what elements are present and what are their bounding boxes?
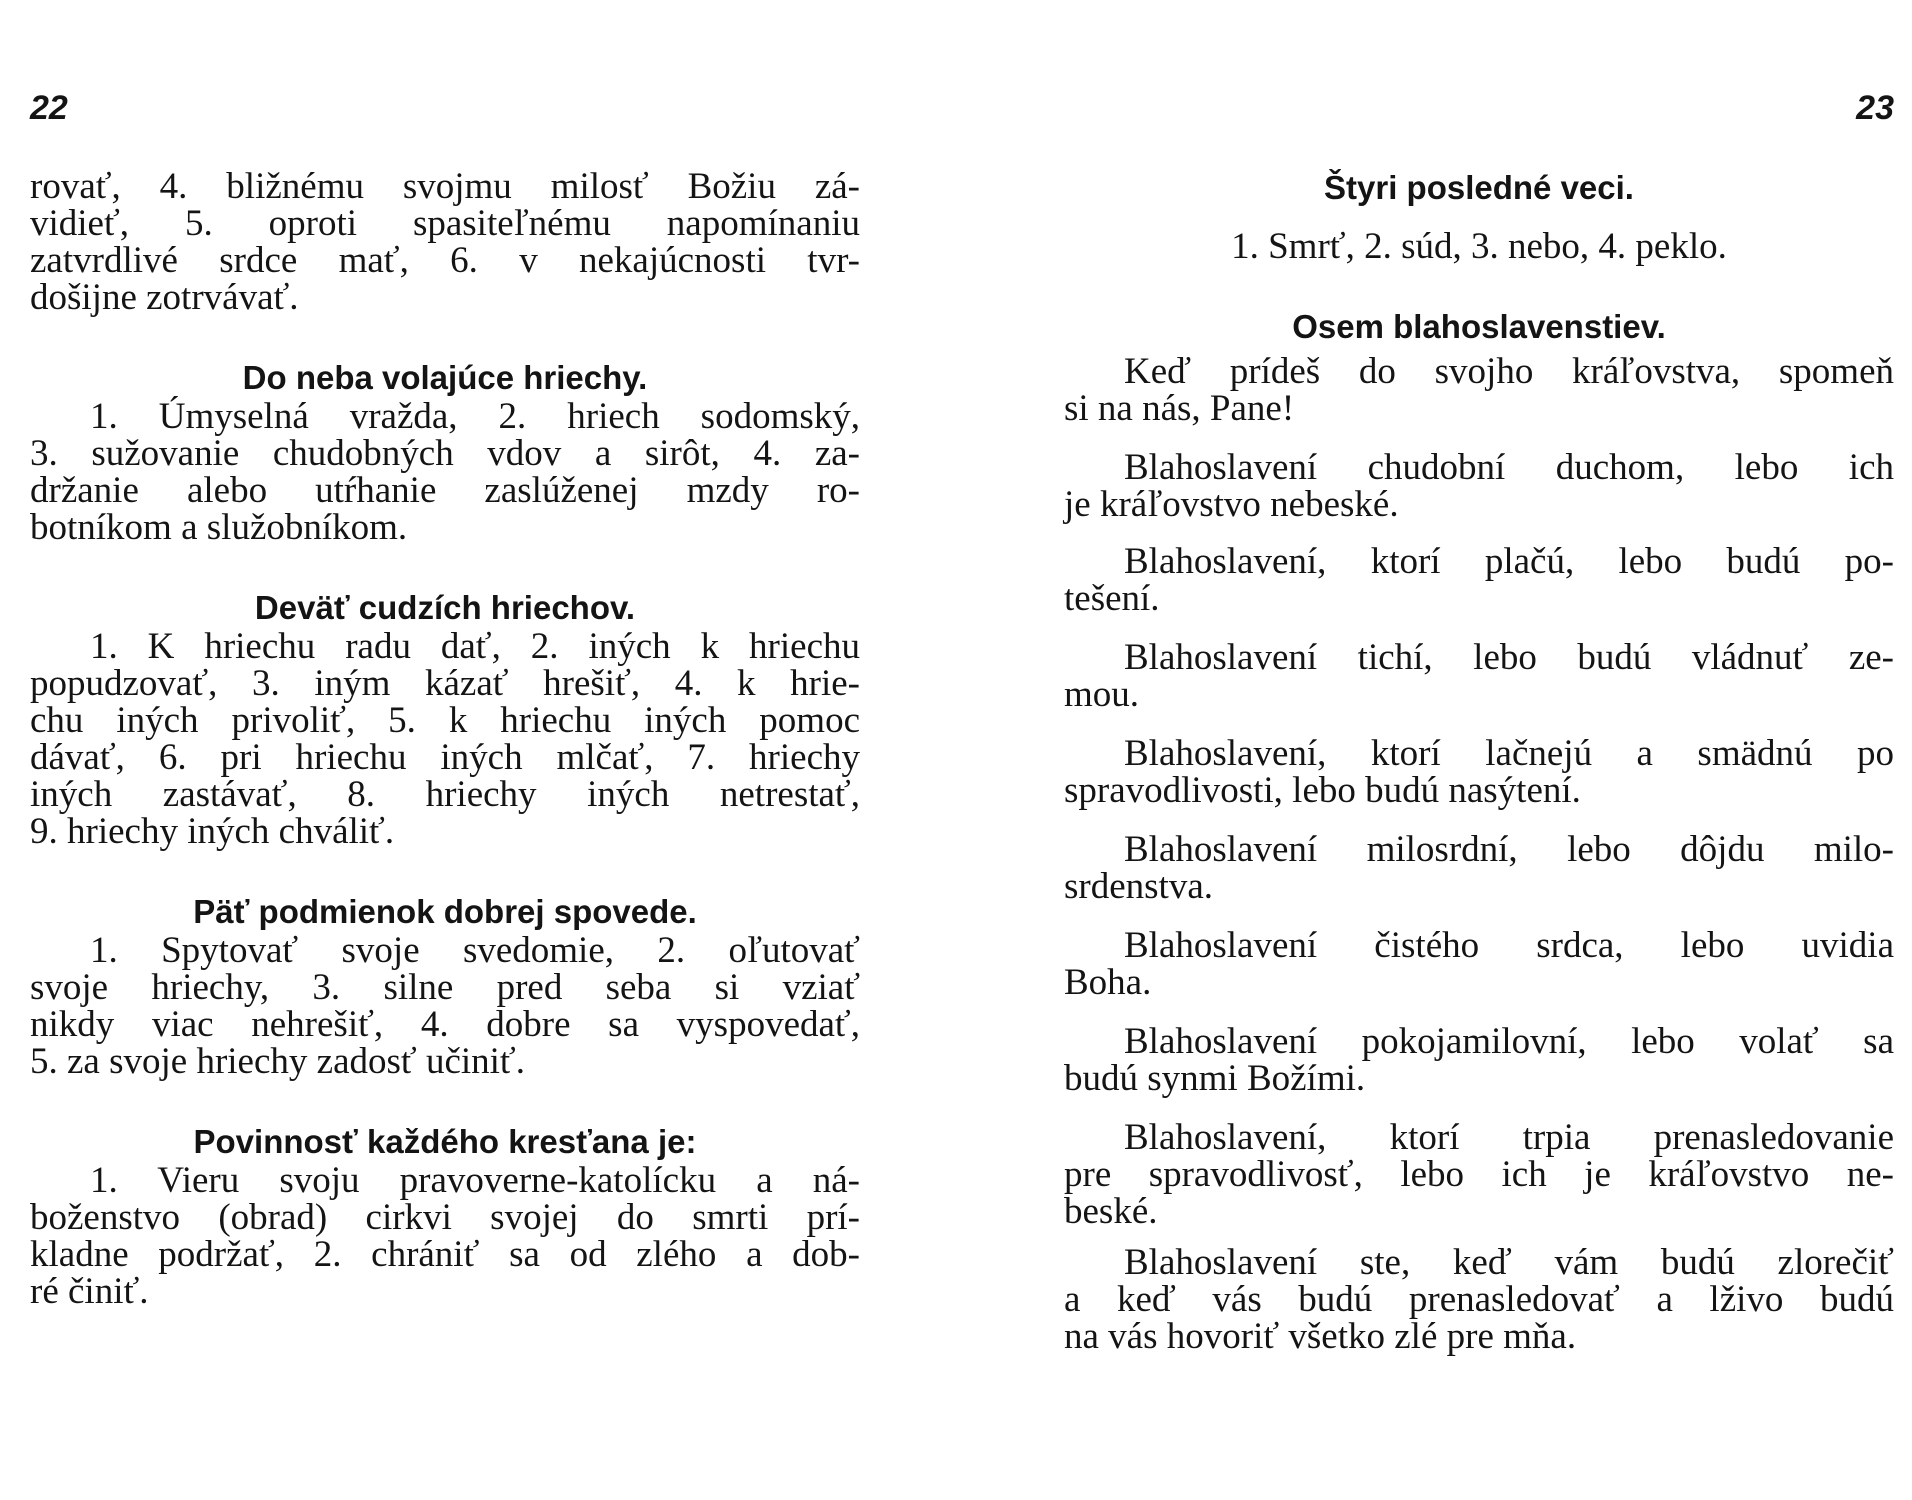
text-line: 1. Smrť, 2. súd, 3. nebo, 4. peklo. xyxy=(1231,226,1727,267)
text-line: držanie alebo utŕhanie zaslúženej mzdy ro- xyxy=(30,470,860,511)
text-line: popudzovať, 3. iným kázať hrešiť, 4. k hrie- xyxy=(30,663,860,704)
text-line: boženstvo (obrad) cirkvi svojej do smrti prí- xyxy=(30,1197,860,1238)
text-line: 1. Úmyselná vražda, 2. hriech sodomský, xyxy=(90,396,860,437)
section-paragraph xyxy=(30,628,860,850)
intro-paragraph xyxy=(30,168,860,316)
text-line: Keď prídeš do svojho kráľovstva, spomeň xyxy=(1124,351,1894,392)
text-line: Blahoslavení, ktorí lačnejú a smädnú po xyxy=(1124,733,1894,774)
text-line: Blahoslavení čistého srdca, lebo uvidia xyxy=(1124,925,1894,966)
text-line: nikdy viac nehrešiť, 4. dobre sa vyspovedať, xyxy=(30,1004,860,1045)
text-line: zatvrdlivé srdce mať, 6. v nekajúcnosti tvr- xyxy=(30,240,860,281)
text-line: budú synmi Božími. xyxy=(1064,1058,1366,1099)
text-line: 1. Vieru svoju pravoverne-katolícku a ná- xyxy=(90,1160,860,1201)
text-line: srdenstva. xyxy=(1064,866,1213,907)
beatitude-paragraph xyxy=(1064,639,1894,713)
text-line: dávať, 6. pri hriechu iných mlčať, 7. hriechy xyxy=(30,737,860,778)
text-line: Blahoslavení, ktorí plačú, lebo budú po- xyxy=(1124,541,1894,582)
beatitude-paragraph xyxy=(1064,927,1894,1001)
text-line: je kráľovstvo nebeské. xyxy=(1064,484,1399,525)
section-paragraph xyxy=(30,932,860,1080)
text-line: Blahoslavení pokojamilovní, lebo volať sa xyxy=(1124,1021,1894,1062)
page-number: 23 xyxy=(1856,89,1894,127)
beatitude-paragraph xyxy=(1064,1023,1894,1097)
text-line: tešení. xyxy=(1064,578,1160,619)
text-line: ré činiť. xyxy=(30,1271,149,1312)
text-line: 1. K hriechu radu dať, 2. iných k hriechu xyxy=(90,626,860,667)
text-line: Blahoslavení milosrdní, lebo dôjdu milo- xyxy=(1124,829,1894,870)
text-line: 1. Spytovať svoje svedomie, 2. oľutovať xyxy=(90,930,860,971)
text-line: rovať, 4. bližnému svojmu milosť Božiu zá- xyxy=(30,166,860,207)
text-line: na vás hovoriť všetko zlé pre mňa. xyxy=(1064,1316,1577,1357)
right-page xyxy=(1064,0,1894,1500)
text-line: Blahoslavení ste, keď vám budú zlorečiť xyxy=(1124,1242,1894,1283)
beatitude-paragraph xyxy=(1064,735,1894,809)
beatitude-paragraph xyxy=(1064,353,1894,427)
section-paragraph xyxy=(30,1162,860,1310)
text-line: chu iných privoliť, 5. k hriechu iných pomoc xyxy=(30,700,860,741)
text-line: Blahoslavení chudobní duchom, lebo ich xyxy=(1124,447,1894,488)
beatitude-paragraph xyxy=(1064,831,1894,905)
left-page-content xyxy=(30,168,860,1310)
beatitude-paragraph xyxy=(1064,449,1894,523)
section-heading: Deväť cudzích hriechov. xyxy=(254,589,636,626)
beatitude-paragraph xyxy=(1064,1244,1894,1355)
section-paragraph xyxy=(1064,228,1894,265)
section-heading: Do neba volajúce hriechy. xyxy=(242,359,648,396)
page-number: 22 xyxy=(30,89,68,127)
text-line: spravodlivosti, lebo budú nasýtení. xyxy=(1064,770,1581,811)
text-line: Blahoslavení tichí, lebo budú vládnuť ze- xyxy=(1124,637,1894,678)
section-heading: Povinnosť každého kresťana je: xyxy=(193,1123,697,1160)
text-line: 5. za svoje hriechy zadosť učiniť. xyxy=(30,1041,525,1082)
beatitude-paragraph xyxy=(1064,543,1894,617)
section-heading: Päť podmienok dobrej spovede. xyxy=(193,893,697,930)
text-line: pre spravodlivosť, lebo ich je kráľovstvo ne- xyxy=(1064,1154,1894,1195)
text-line: 9. hriechy iných chváliť. xyxy=(30,811,395,852)
right-page-content xyxy=(1064,168,1894,1355)
text-line: došijne zotrvávať. xyxy=(30,277,299,318)
beatitude-paragraph xyxy=(1064,1119,1894,1230)
section-heading: Osem blahoslavenstiev. xyxy=(1292,308,1666,345)
text-line: iných zastávať, 8. hriechy iných netrestať, xyxy=(30,774,860,815)
section-heading: Štyri posledné veci. xyxy=(1324,169,1634,206)
text-line: kladne podržať, 2. chrániť sa od zlého a dob- xyxy=(30,1234,860,1275)
text-line: si na nás, Pane! xyxy=(1064,388,1295,429)
section-paragraph xyxy=(30,398,860,546)
text-line: svoje hriechy, 3. silne pred seba si vziať xyxy=(30,967,860,1008)
left-page xyxy=(30,0,860,1500)
text-line: mou. xyxy=(1064,674,1140,715)
text-line: beské. xyxy=(1064,1191,1158,1232)
text-line: vidieť, 5. oproti spasiteľnému napomínaniu xyxy=(30,203,860,244)
text-line: 3. sužovanie chudobných vdov a sirôt, 4. za- xyxy=(30,433,860,474)
text-line: botníkom a služobníkom. xyxy=(30,507,408,548)
text-line: Blahoslavení, ktorí trpia prenasledovanie xyxy=(1124,1117,1894,1158)
text-line: Boha. xyxy=(1064,962,1152,1003)
text-line: a keď vás budú prenasledovať a lživo budú xyxy=(1064,1279,1894,1320)
